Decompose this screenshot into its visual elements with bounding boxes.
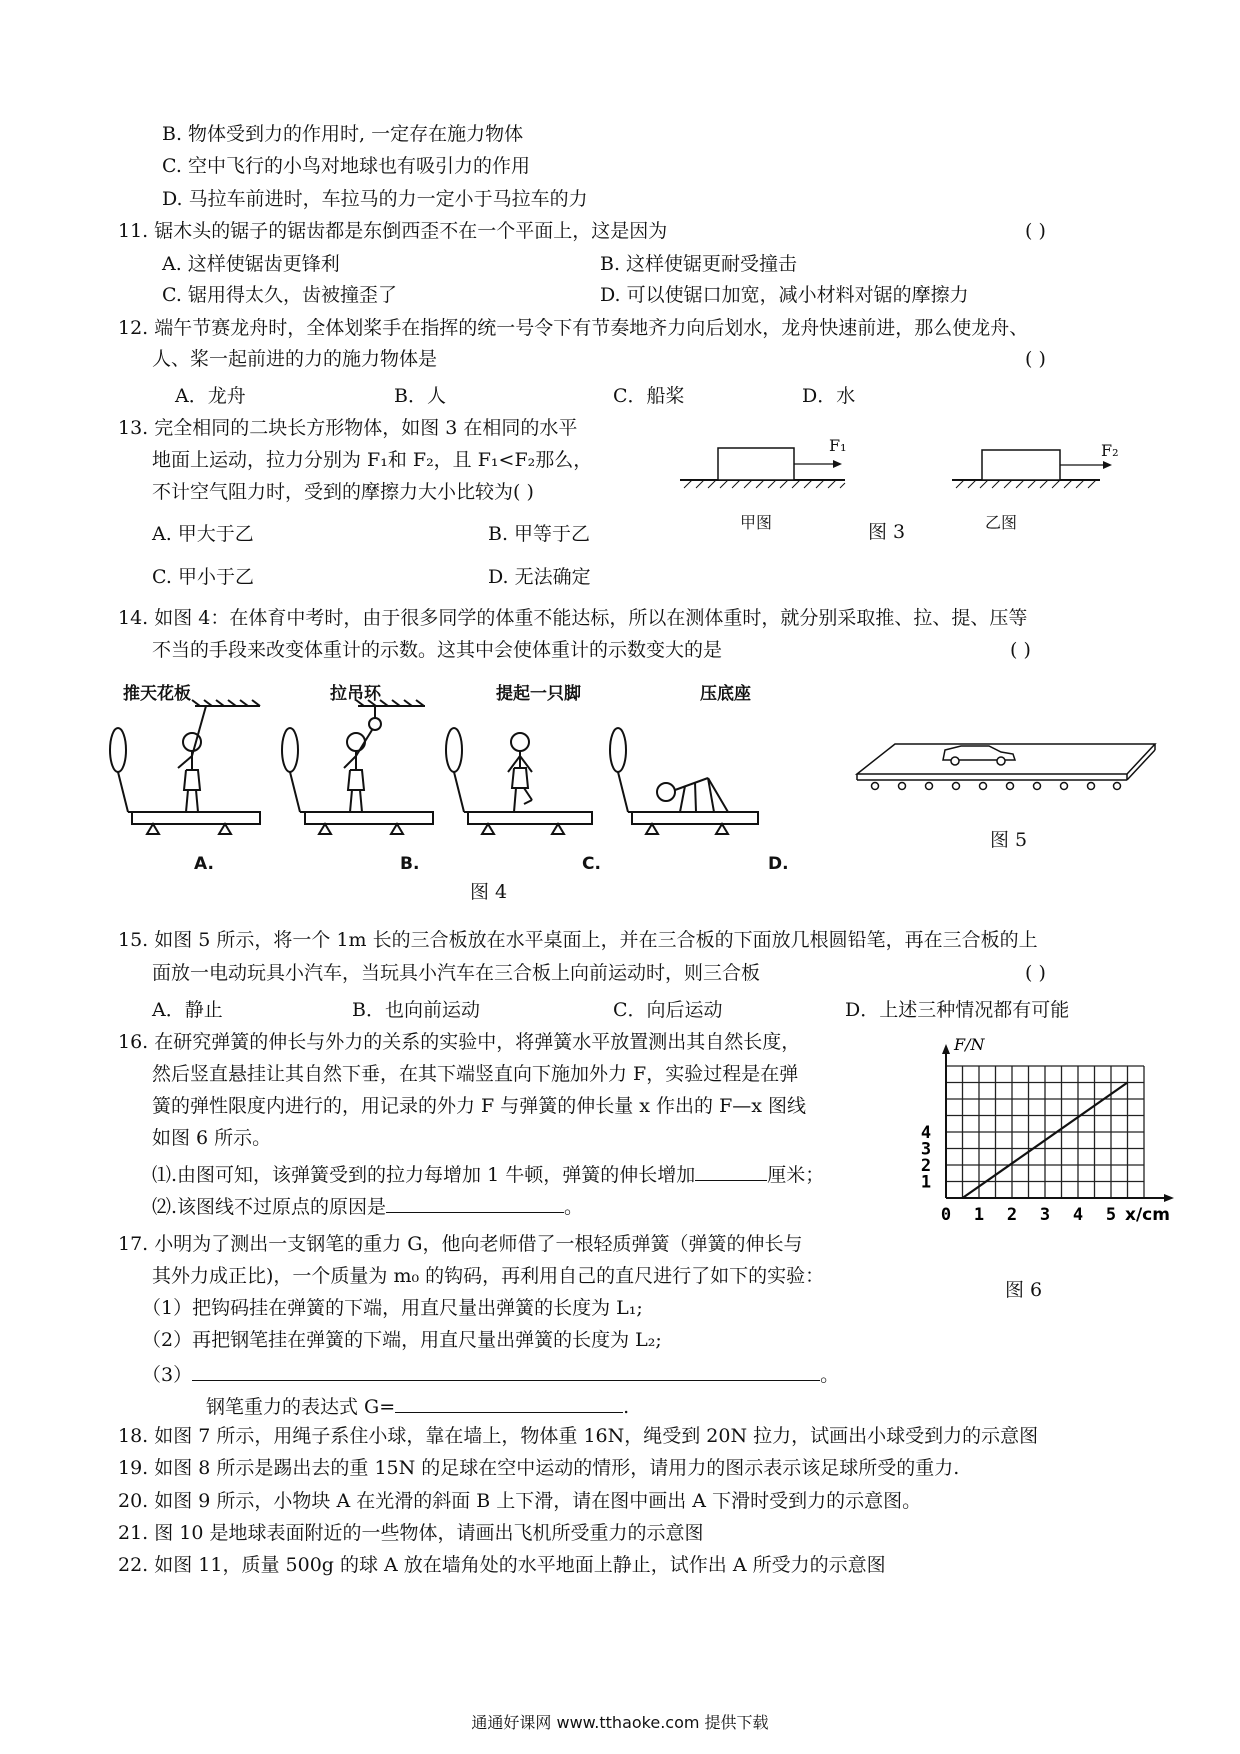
q17-step1: （1）把钩码挂在弹簧的下端，用直尺量出弹簧的长度为 L₁; bbox=[142, 1297, 643, 1319]
q12-stem-line2: 人、桨一起前进的力的施力物体是 bbox=[152, 348, 438, 370]
y-tick-label: 1 bbox=[920, 1172, 932, 1193]
q12-option-d: D．水 bbox=[802, 385, 856, 407]
q11-answer-paren: ( ) bbox=[1025, 220, 1046, 242]
figure-4-scale-a bbox=[110, 700, 260, 834]
y-axis-label: F/N bbox=[954, 1035, 985, 1054]
q15-option-c: C．向后运动 bbox=[613, 999, 723, 1021]
q13-option-a: A. 甲大于乙 bbox=[152, 523, 254, 545]
q12-answer-paren: ( ) bbox=[1025, 348, 1046, 370]
q12-option-a: A．龙舟 bbox=[175, 385, 246, 407]
q16-sub1 bbox=[152, 1160, 824, 1187]
figure-4-scale-b bbox=[282, 700, 433, 834]
q17-step3-end: 。 bbox=[820, 1364, 840, 1386]
figure-3-f2-label: F₂ bbox=[1101, 441, 1119, 460]
figure-6-chart bbox=[910, 1035, 1170, 1240]
figure-3-yi-caption: 乙图 bbox=[985, 513, 1018, 532]
q17-expression-end: . bbox=[623, 1396, 630, 1418]
q16-stem-line2: 然后竖直悬挂让其自然下垂，在其下端竖直向下施加外力 F，实验过程是在弹 bbox=[152, 1063, 799, 1085]
figure-5-caption: 图 5 bbox=[990, 829, 1028, 851]
q17-expression bbox=[206, 1392, 629, 1419]
x-tick-label: 0 bbox=[940, 1205, 952, 1225]
q15-answer-paren: ( ) bbox=[1025, 962, 1046, 984]
x-tick-label: 4 bbox=[1072, 1205, 1084, 1225]
q22-stem: 22. 如图 11，质量 500g 的球 A 放在墙角处的水平地面上静止，试作出 A 所受力的示意图 bbox=[118, 1554, 886, 1576]
q17-step3-label: （3） bbox=[142, 1364, 193, 1386]
q11-stem: 11. 锯木头的锯子的锯齿都是东倒西歪不在一个平面上，这是因为 bbox=[118, 220, 668, 242]
figure-4-scale-c bbox=[446, 728, 592, 834]
figure-4-label-b: B. bbox=[400, 854, 420, 874]
figure-4-title-d: 压底座 bbox=[700, 684, 751, 704]
q16-sub2-end: 。 bbox=[564, 1196, 584, 1218]
figure-4-scale-d bbox=[610, 728, 758, 834]
figure-3-caption: 图 3 bbox=[868, 521, 906, 543]
q15-stem-line1: 15. 如图 5 所示，将一个 1m 长的三合板放在水平桌面上，并在三合板的下面放几根圆铅笔，再在三合板的上 bbox=[118, 929, 1038, 951]
q16-sub1-text: ⑴.由图可知，该弹簧受到的拉力每增加 1 牛顿，弹簧的伸长增加 bbox=[152, 1164, 696, 1186]
q17-step3 bbox=[142, 1360, 839, 1387]
q13-option-c: C. 甲小于乙 bbox=[152, 566, 254, 588]
y-tick-label: 3 bbox=[920, 1139, 932, 1160]
q17-stem-line1: 17. 小明为了测出一支钢笔的重力 G，他向老师借了一根轻质弹簧（弹簧的伸长与 bbox=[118, 1233, 803, 1255]
x-tick-label: 2 bbox=[1006, 1205, 1018, 1225]
q16-sub2-text: ⑵.该图线不过原点的原因是 bbox=[152, 1196, 387, 1218]
q16-stem-line3: 簧的弹性限度内进行的，用记录的外力 F 与弹簧的伸长量 x 作出的 F—x 图线 bbox=[152, 1095, 807, 1117]
y-tick-label: 4 bbox=[920, 1123, 932, 1143]
q16-stem-line4: 如图 6 所示。 bbox=[152, 1127, 272, 1149]
q13-option-b: B. 甲等于乙 bbox=[488, 523, 591, 545]
q14-stem-line1: 14. 如图 4：在体育中考时，由于很多同学的体重不能达标，所以在测体重时，就分别采取推、拉、提、压等 bbox=[118, 607, 1028, 629]
figure-6-caption: 图 6 bbox=[1005, 1279, 1043, 1301]
q10-option-b: B. 物体受到力的作用时, 一定存在施力物体 bbox=[162, 123, 524, 145]
q15-option-d: D．上述三种情况都有可能 bbox=[845, 999, 1070, 1021]
q17-expression-label: 钢笔重力的表达式 G= bbox=[206, 1396, 396, 1418]
q13-stem-line3: 不计空气阻力时，受到的摩擦力大小比较为( ) bbox=[152, 481, 534, 503]
q14-stem-line2: 不当的手段来改变体重计的示数。这其中会使体重计的示数变大的是 bbox=[152, 639, 723, 661]
figure-4-label-c: C. bbox=[582, 854, 601, 874]
q17-stem-line2: 其外力成正比)，一个质量为 m₀ 的钩码，再利用自己的直尺进行了如下的实验： bbox=[152, 1265, 825, 1287]
q16-sub2 bbox=[152, 1192, 583, 1219]
figure-3-jia-block bbox=[680, 448, 845, 488]
q16-stem-line1: 16. 在研究弹簧的伸长与外力的关系的实验中，将弹簧水平放置测出其自然长度， bbox=[118, 1031, 801, 1053]
q14-answer-paren: ( ) bbox=[1010, 639, 1031, 661]
q19-stem: 19. 如图 8 所示是踢出去的重 15N 的足球在空中运动的情形，请用力的图示表示该足球所受的重力. bbox=[118, 1457, 960, 1479]
q11-option-d: D. 可以使锯口加宽，减小材料对锯的摩擦力 bbox=[600, 284, 969, 306]
q12-option-b: B．人 bbox=[394, 385, 446, 407]
q12-stem-line1: 12. 端午节赛龙舟时，全体划桨手在指挥的统一号令下有节奏地齐力向后划水，龙舟快速前进，那么使龙舟、 bbox=[118, 317, 1029, 339]
q21-stem: 21. 图 10 是地球表面附近的一些物体，请画出飞机所受重力的示意图 bbox=[118, 1522, 704, 1544]
q11-option-b: B. 这样使锯更耐受撞击 bbox=[600, 253, 798, 275]
q17-step3-blank[interactable] bbox=[192, 1360, 820, 1381]
q15-option-a: A．静止 bbox=[152, 999, 223, 1021]
figure-4-title-c: 提起一只脚 bbox=[496, 684, 581, 704]
footer-source: 通通好课网 www.tthaoke.com 提供下载 bbox=[471, 1713, 769, 1732]
figure-4-label-a: A. bbox=[194, 854, 214, 874]
x-axis-arrow bbox=[1164, 1194, 1174, 1202]
figure-4-title-b: 拉吊环 bbox=[330, 684, 381, 704]
y-axis-arrow bbox=[942, 1044, 950, 1054]
x-tick-label: 3 bbox=[1039, 1205, 1051, 1225]
q11-option-c: C. 锯用得太久，齿被撞歪了 bbox=[162, 284, 397, 306]
x-tick-label: 1 bbox=[973, 1205, 985, 1225]
q16-sub1-unit: 厘米； bbox=[767, 1164, 825, 1186]
figure-4-label-d: D. bbox=[768, 854, 789, 874]
y-tick-label: 2 bbox=[920, 1156, 932, 1176]
q13-stem-line1: 13. 完全相同的二块长方形物体，如图 3 在相同的水平 bbox=[118, 417, 578, 439]
q17-step2: （2）再把钢笔挂在弹簧的下端，用直尺量出弹簧的长度为 L₂; bbox=[142, 1329, 662, 1351]
q16-sub2-blank[interactable] bbox=[386, 1192, 564, 1213]
q13-option-d: D. 无法确定 bbox=[488, 566, 591, 588]
figure-3-f1-label: F₁ bbox=[829, 436, 847, 455]
q11-option-a: A. 这样使锯齿更锋利 bbox=[162, 253, 340, 275]
q16-sub1-blank[interactable] bbox=[695, 1160, 767, 1181]
q20-stem: 20. 如图 9 所示，小物块 A 在光滑的斜面 B 上下滑，请在图中画出 A 下滑时受到力的示意图。 bbox=[118, 1490, 922, 1512]
q10-option-d: D. 马拉车前进时，车拉马的力一定小于马拉车的力 bbox=[162, 188, 588, 210]
q13-stem-line2: 地面上运动，拉力分别为 F₁和 F₂，且 F₁<F₂那么， bbox=[152, 449, 593, 471]
q12-option-c: C．船桨 bbox=[613, 385, 685, 407]
x-axis-label: x/cm bbox=[1125, 1205, 1170, 1225]
q15-stem-line2: 面放一电动玩具小汽车，当玩具小汽车在三合板上向前运动时，则三合板 bbox=[152, 962, 761, 984]
x-tick-label: 5 bbox=[1105, 1205, 1117, 1225]
figure-4-title-a: 推天花板 bbox=[123, 684, 191, 704]
figure-4-caption: 图 4 bbox=[470, 881, 508, 903]
figure-5-drawing bbox=[855, 730, 1165, 800]
figure-4-drawings bbox=[100, 700, 880, 850]
q18-stem: 18. 如图 7 所示，用绳子系住小球，靠在墙上，物体重 16N，绳受到 20N 拉力，试画出小球受到力的示意图 bbox=[118, 1425, 1039, 1447]
figure-3-jia-caption: 甲图 bbox=[740, 513, 773, 532]
q15-option-b: B．也向前运动 bbox=[352, 999, 480, 1021]
q10-option-c: C. 空中飞行的小鸟对地球也有吸引力的作用 bbox=[162, 155, 530, 177]
figure-3-yi-block bbox=[952, 450, 1112, 488]
q17-expression-blank[interactable] bbox=[395, 1392, 623, 1413]
